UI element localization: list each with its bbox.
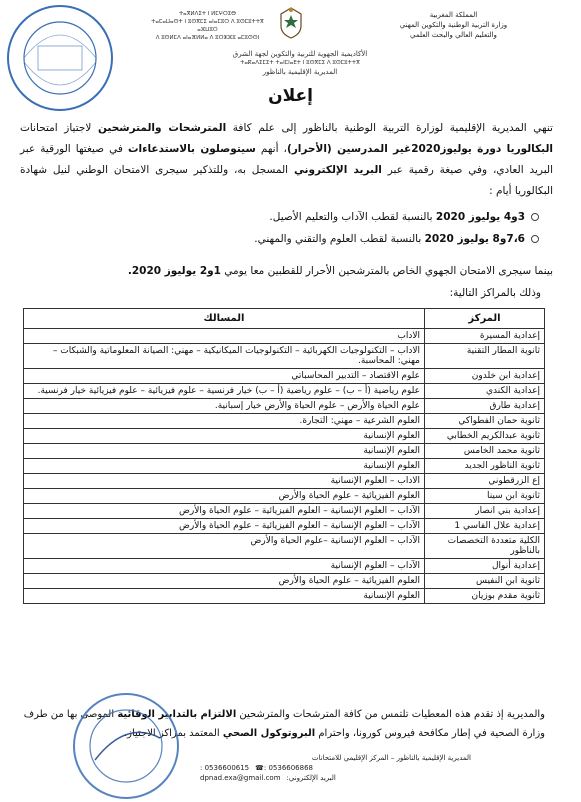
letterhead-line: ⵜⴰⵎⴰⵡⴰⵙⵜ ⵏ ⵓⵙⴳⵎⵉ ⴰⵏⴰⵎⵓⵔ ⴷ ⵓⵙⵎⵓⵜⵜⴳ ⴰⵣⵡⵓⵔ [151, 19, 264, 33]
center-cell: ثانوية محمد الخامس [425, 444, 545, 459]
tracks-cell: الاداب – التكنولوجيات الكهربائية – التكنولوجيات الميكانيكية – مهني: الصيانة المعلوماتية والشبكات – مهني: المحاسبة. [24, 344, 425, 369]
table-row [24, 504, 545, 519]
letterhead-line: ⵜⴰⴽⴰⴷⵉⵎⵉⵜ ⵜⴰⵏⵎⵏⴰⴹⵜ ⵏ ⵓⵙⴳⵎⵉ ⴷ ⵓⵙⵎⵓⵜⵜⴳ [240, 60, 360, 66]
letterhead-line: ⵜⴰⴳⵍⴷⵉⵜ ⵏ ⵍⵎⵖⵔⵉⴱ [178, 11, 237, 17]
center-cell: إعدادية ابن خلدون [425, 369, 545, 384]
tracks-cell: الاداب [24, 329, 425, 344]
letterhead-arabic [356, 10, 551, 40]
tracks-cell: الآداب – العلوم الإنسانية – العلوم الفيزيائية – علوم الحياة والأرض [24, 519, 425, 534]
email-label: البريد الإلكتروني: [286, 774, 336, 782]
letterhead-line: المديرية الإقليمية بالناظور [262, 68, 338, 76]
table-row [24, 474, 545, 489]
table-row [24, 344, 545, 369]
table-row [24, 519, 545, 534]
center-cell: ثانوية عبدالكريم الخطابي [425, 429, 545, 444]
bullet-icon [531, 213, 539, 221]
footer-contact [200, 753, 471, 783]
table-row [24, 534, 545, 559]
table-row [24, 444, 545, 459]
tracks-cell: الآداب – العلوم الإنسانية [24, 559, 425, 574]
tracks-cell: العلوم الشرعية – مهني: التجارة. [24, 414, 425, 429]
center-cell: إعدادية المسيرة [425, 329, 545, 344]
tracks-cell: الآداب – العلوم الإنسانية – العلوم الفيزيائية – علوم الحياة والأرض [24, 504, 425, 519]
bullet-text: بالنسبة لقطب العلوم والتقني والمهني. [254, 233, 425, 245]
intro-text: في صيغتها الورقية عبر البريد العادي، وفي صيغة رقمية عبر [20, 143, 553, 176]
list-item [40, 206, 539, 228]
table-row [24, 589, 545, 604]
center-cell: إعدادية علال الفاسي 1 [425, 519, 545, 534]
center-cell: إعدادية طارق [425, 399, 545, 414]
tracks-cell: علوم رياضية (أ – ب) – علوم رياضية (أ – ب) خيار فرنسية – علوم فيزيائية – علوم فيزيائية خيار فرنسية. [24, 384, 425, 399]
letterhead-line: الأكاديمية الجهوية للتربية والتكوين لجهة الشرق [232, 50, 368, 58]
intro-bold: سيتوصلون بالاستدعاءات [127, 143, 256, 155]
table-row [24, 574, 545, 589]
bullet-icon [531, 235, 539, 243]
center-cell: إعدادية أنوال [425, 559, 545, 574]
table-row [24, 489, 545, 504]
regional-dates: 1و2 يوليوز 2020. [127, 265, 221, 277]
tracks-cell: العلوم الإنسانية [24, 429, 425, 444]
letterhead-line: وزارة التربية الوطنية والتكوين المهني [399, 21, 508, 29]
tracks-cell: الاداب – العلوم الإنسانية [24, 474, 425, 489]
tracks-cell: العلوم الإنسانية [24, 589, 425, 604]
regional-text: بينما سيجرى الامتحان الجهوي الخاص بالمترشحين الأحرار للقطبين معا يومي [220, 265, 553, 277]
tracks-cell: الآداب – العلوم الإنسانية –علوم الحياة والأرض [24, 534, 425, 559]
footer-line: المديرية الإقليمية بالناظور – المركز الإقليمي للامتحانات [311, 754, 471, 762]
column-header-center: المركز [425, 309, 545, 329]
table-row [24, 429, 545, 444]
phone-number: 0536606868 :☎ [255, 764, 313, 772]
bullet-dates: 7،6و8 يوليوز 2020 [424, 233, 525, 245]
center-cell: الكلية متعددة التخصصات بالناظور [425, 534, 545, 559]
center-cell: إع الزرقطوني [425, 474, 545, 489]
center-cell: ثانوية ابن النفيس [425, 574, 545, 589]
column-header-tracks: المسالك [24, 309, 425, 329]
list-item [40, 228, 539, 250]
page-title: إعلان [268, 86, 313, 106]
center-cell: ثانوية مقدم بوزيان [425, 589, 545, 604]
official-stamp-icon [70, 690, 182, 802]
exam-centers-table [23, 308, 545, 604]
closing-bold: البروتوكول الصحي [222, 728, 316, 739]
closing-text: المعتمد بمراكز الاجتياز. [123, 728, 223, 739]
letterhead-academy [190, 50, 410, 77]
closing-text: الموصى بها من طرف وزارة الصحية في إطار مكافحة فيروس كورونا، واحترام [23, 709, 545, 739]
intro-paragraph [20, 118, 553, 202]
table-row [24, 329, 545, 344]
table-row [24, 414, 545, 429]
bullet-text: بالنسبة لقطب الآداب والتعليم الأصيل. [269, 211, 436, 223]
center-cell: ثانوية ابن سينا [425, 489, 545, 504]
table-row [24, 399, 545, 414]
table-row [24, 459, 545, 474]
tracks-cell: العلوم الفيزيائية – علوم الحياة والأرض [24, 489, 425, 504]
closing-text: والمديرية إذ تقدم هذه المعطيات تلتمس من كافة المترشحات والمترشحين [236, 709, 545, 720]
table-row [24, 559, 545, 574]
tracks-cell: علوم الاقتصاد – التدبير المحاسباتي [24, 369, 425, 384]
centers-intro: وذلك بالمراكز التالية: [449, 287, 541, 299]
coat-of-arms-icon [276, 6, 306, 40]
intro-text: ، أنهم [255, 143, 287, 155]
regional-exam-note [30, 262, 553, 280]
fax-number: 0536600615 : [200, 764, 250, 772]
bullet-dates: 3و4 يوليوز 2020 [435, 211, 525, 223]
closing-bold: الالتزام بالتدابير الوقائية [117, 709, 237, 720]
intro-bold: البكالوريا دورة يوليوز2020غير المدرسين (الأحرار) [286, 143, 554, 155]
table-row [24, 384, 545, 399]
intro-text: تنهي المديرية الإقليمية لوزارة التربية الوطنية بالناظور إلى علم كافة [226, 122, 553, 134]
tracks-cell: علوم الحياة والأرض – علوم الحياة والأرض خيار إسبانية. [24, 399, 425, 414]
intro-bold: المترشحات والمترشحين [97, 122, 227, 134]
center-cell: إعدادية الكندي [425, 384, 545, 399]
tracks-cell: العلوم الإنسانية [24, 444, 425, 459]
letterhead-tifinagh [150, 10, 265, 42]
center-cell: ثانوية حمان الفطواكي [425, 414, 545, 429]
footer-phones [200, 763, 471, 773]
intro-text: لاجتياز امتحانات [20, 122, 98, 134]
center-cell: إعدادية بني انصار [425, 504, 545, 519]
email-address[interactable]: dpnad.exa@gmail.com [200, 774, 281, 782]
footer-email [200, 773, 471, 783]
exam-dates-list [40, 206, 539, 250]
table-row [24, 369, 545, 384]
letterhead-line: المملكة المغربية [429, 11, 478, 19]
intro-bold: البريد الإلكتروني [293, 164, 382, 176]
intro-text: المسجل به، وللتذكير سيجرى الامتحان الوطني لنيل شهادة البكالوريا أيام : [20, 164, 553, 197]
table-header-row [24, 309, 545, 329]
letterhead-line: والتعليم العالي والبحث العلمي [410, 31, 497, 39]
center-cell: ثانوية المطار التقنية [425, 344, 545, 369]
letterhead-line: ⴷ ⵓⵙⵍⵎⴷ ⴰⵏⴰⴼⵍⵍⴰ ⴷ ⵓⵔⵣⵣⵓ ⴰⵎⵓⵙⵙⵏ [155, 35, 260, 41]
center-cell: ثانوية الناظور الجديد [425, 459, 545, 474]
tracks-cell: العلوم الفيزيائية – علوم الحياة والأرض [24, 574, 425, 589]
letterhead [0, 0, 581, 88]
tracks-cell: العلوم الإنسانية [24, 459, 425, 474]
